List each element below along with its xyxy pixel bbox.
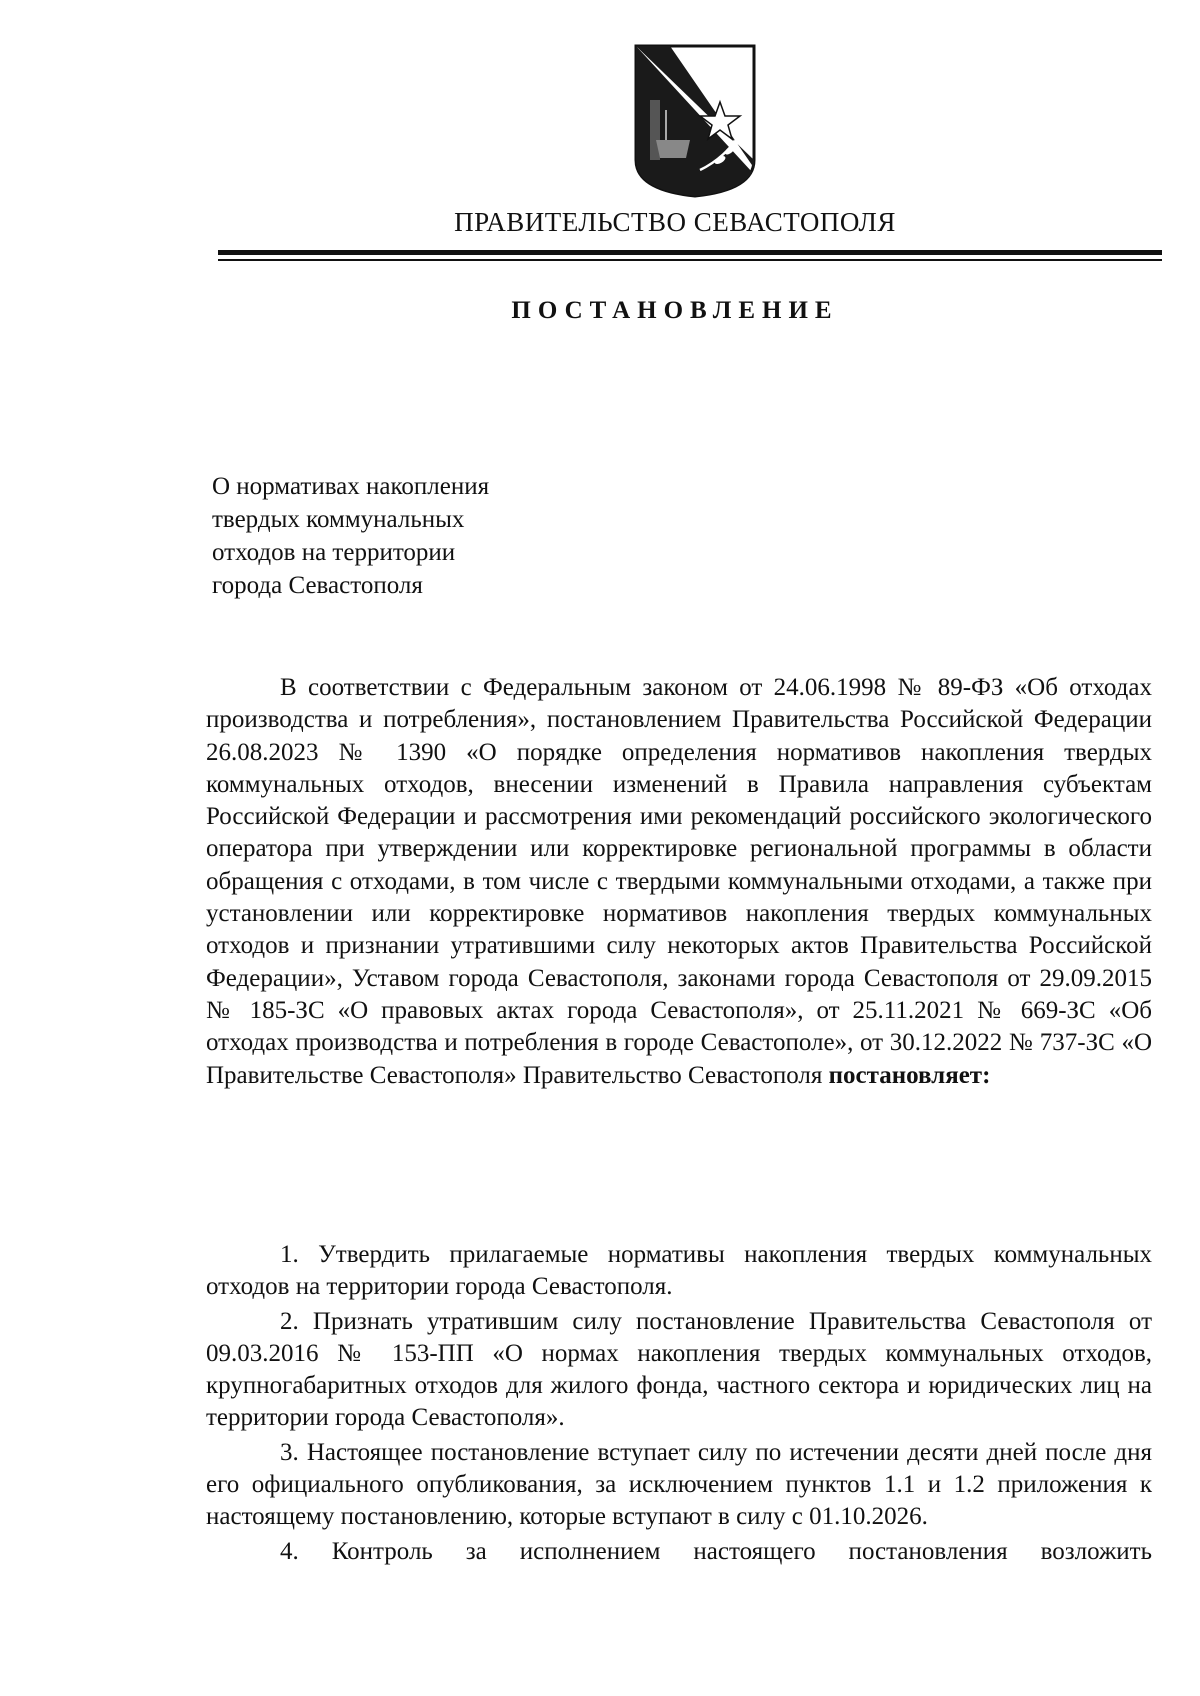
document-type-title: ПОСТАНОВЛЕНИЕ	[511, 297, 839, 324]
preamble-paragraph	[206, 672, 1152, 1092]
header-rule-thick	[218, 250, 1162, 255]
resolution-item: 2. Признать утратившим силу постановление Правительства Севастополя от 09.03.2016 № 153-ПП «О нормах накопления твердых коммунальных отходов, крупногабаритных отходов для жилого фонда, частного сектора и юридических лиц на территории города Севастополя».	[206, 1307, 1152, 1432]
resolution-item: 4. Контроль за исполнением настоящего постановления возложить	[280, 1537, 1152, 1565]
subject-line: О нормативах накопления	[212, 473, 490, 500]
organization-title: ПРАВИТЕЛЬСТВО СЕВАСТОПОЛЯ	[454, 207, 896, 237]
resolution-items	[206, 1239, 1152, 1570]
subject-line: города Севастополя	[212, 572, 423, 599]
sevastopol-coat-of-arms-icon	[630, 40, 760, 200]
subject-line: отходов на территории	[212, 539, 456, 566]
preamble-text: В соответствии с Федеральным законом от 24.06.1998 № 89-ФЗ «Об отходах производства и потребления», постановлением Правительства Российской Федерации 26.08.2023 № 1390 «О порядке определения нормативов накопления твердых коммунальных отходов, внесении изменений в Правила направления субъектам Российской Федерации и рассмотрения ими рекомендаций российского экологического оператора при утверждении или корректировке региональной программы в области обращения с отходами, в том числе с твердыми коммунальными отходами, а также при установлении или корректировке нормативов накопления твердых коммунальных отходов и признании утратившими силу некоторых актов Правительства Российской Федерации», Уставом города Севастополя, законами города Севастополя от 29.09.2015 № 185-ЗС «О правовых актах города Севастополя», от 25.11.2021 № 669-ЗС «Об отходах производства и потребления в городе Севастополе», от 30.12.2022 № 737-ЗС «О Правительстве Севастополя» Правительство Севастополя	[206, 674, 1152, 1089]
resolution-item: 1. Утвердить прилагаемые нормативы накопления твердых коммунальных отходов на территории города Севастополя.	[206, 1241, 1152, 1301]
preamble	[206, 672, 1152, 1092]
resolution-item: 3. Настоящее постановление вступает силу по истечении десяти дней после дня его официального опубликования, за исключением пунктов 1.1 и 1.2 приложения к настоящему постановлению, которые вступают в силу с 01.10.2026.	[206, 1438, 1152, 1531]
header-rule-thin	[218, 259, 1162, 261]
subject-line: твердых коммунальных	[212, 506, 465, 533]
resolves-word: постановляет:	[828, 1061, 991, 1089]
document-subject	[212, 470, 692, 602]
